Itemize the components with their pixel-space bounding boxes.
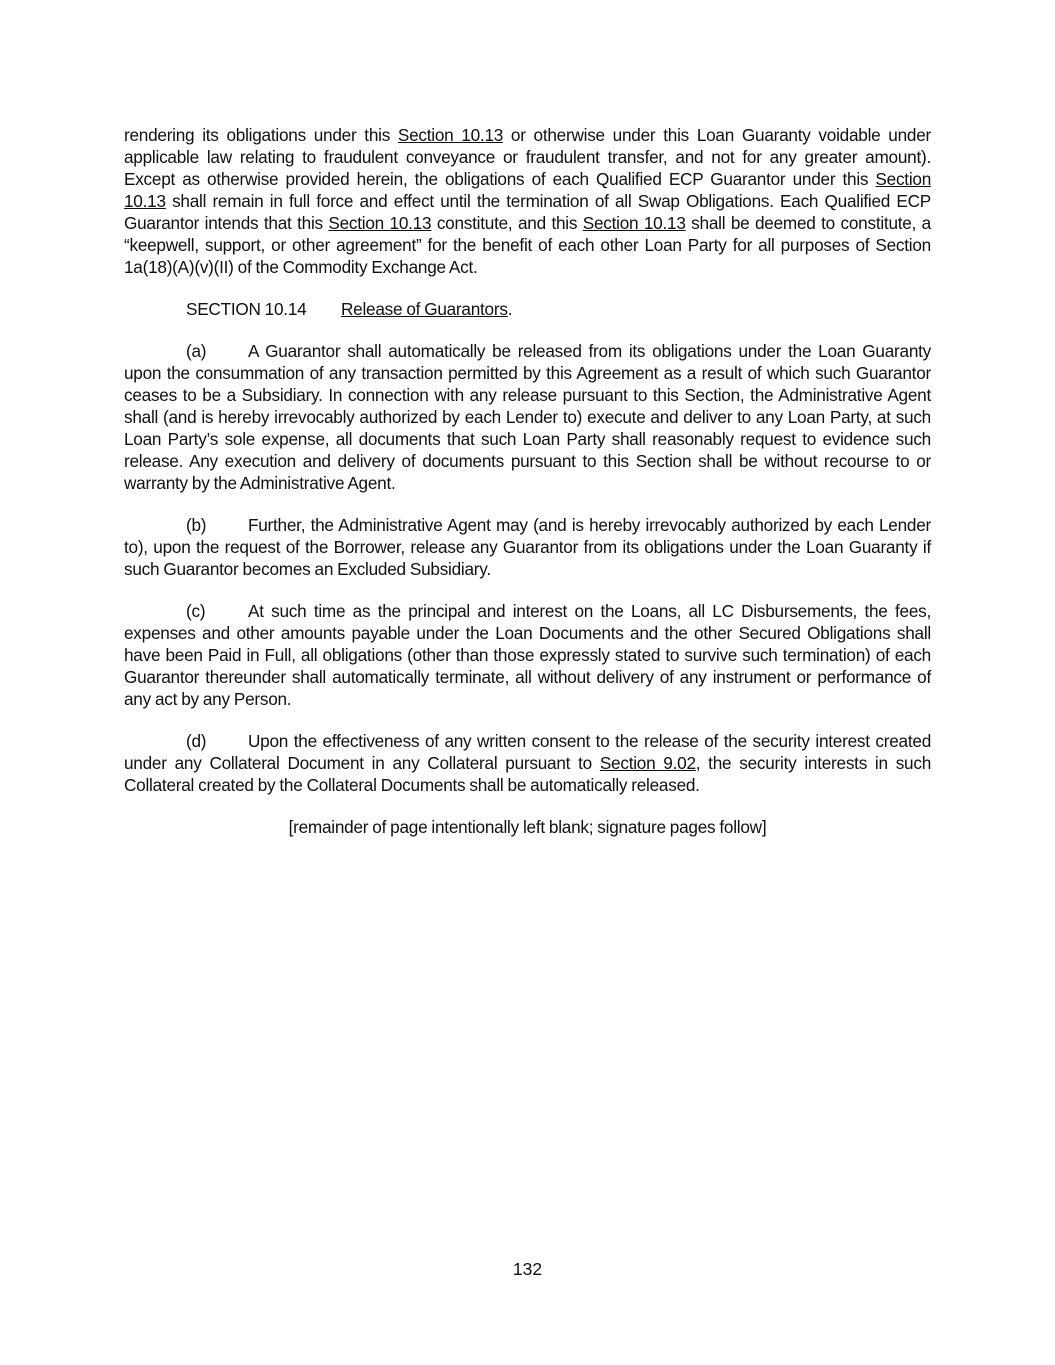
intro-text-5: shall be deemed to constitute, a “keepwell, support, or other agreement” for the benefit of each other Loan Party for all purposes of Section 1a(18)(A)(v)(II) of the Commodity Exchange Act. [124, 213, 931, 277]
section-heading [124, 298, 931, 320]
section-ref-10-13-a: Section 10.13 [397, 125, 504, 145]
section-title-period: . [507, 299, 513, 319]
subsection-a [124, 340, 931, 494]
intro-text-2: or otherwise under this Loan Guaranty voidable under applicable law relating to fraudulent conveyance or fraudulent transfer, and not for any greater amount). Except as otherwise provided herein, the obligations of each Qualified ECP Guarantor under this [124, 125, 931, 189]
subsection-d-text-1: Upon the effectiveness of any written consent to the release of the security interest created under any Collateral Document in any Collateral pursuant to [124, 731, 931, 773]
subsection-a-text: A Guarantor shall automatically be released from its obligations under the Loan Guaranty upon the consummation of any transaction permitted by this Agreement as a result of which such Guarantor ceases to be a Subsidiary. In connection with any release pursuant to this Section, the Administrative Agent shall (and is hereby irrevocably authorized by each Lender to) execute and deliver to any Loan Party, at such Loan Party’s sole expense, all documents that such Loan Party shall reasonably request to evidence such release. Any execution and delivery of documents pursuant to this Section shall be without recourse to or warranty by the Administrative Agent. [124, 341, 931, 493]
subsection-c-text: At such time as the principal and interest on the Loans, all LC Disbursements, the fees, expenses and other amounts payable under the Loan Documents and the other Secured Obligations shall have been Paid in Full, all obligations (other than those expressly stated to survive such termination) of each Guarantor thereunder shall automatically terminate, all without delivery of any instrument or performance of any act by any Person. [124, 601, 931, 709]
subsection-a-label: (a) [186, 341, 207, 361]
section-ref-10-13-c: Section 10.13 [328, 213, 432, 233]
intro-paragraph [124, 124, 931, 278]
section-ref-9-02: Section 9.02 [599, 753, 696, 773]
subsection-c-label: (c) [186, 601, 206, 621]
subsection-d-text-2: , the security interests in such Collateral created by the Collateral Documents shall be automatically released. [124, 753, 932, 795]
intro-text-3: shall remain in full force and effect until the termination of all Swap Obligations. Each Qualified ECP Guarantor intends that this [124, 191, 931, 233]
intro-text-4: constitute, and this [431, 213, 583, 233]
section-ref-10-13-b: Section 10.13 [124, 169, 931, 211]
section-number: SECTION 10.14 [186, 299, 307, 319]
subsection-c [124, 600, 931, 710]
closing-note: [remainder of page intentionally left blank; signature pages follow] [288, 817, 767, 837]
subsection-d [124, 730, 931, 796]
subsection-d-label: (d) [186, 731, 207, 751]
subsection-b [124, 514, 931, 580]
subsection-b-text: Further, the Administrative Agent may (and is hereby irrevocably authorized by each Lender to), upon the request of the Borrower, release any Guarantor from its obligations under the Loan Guaranty if such Guarantor becomes an Excluded Subsidiary. [124, 515, 931, 579]
subsection-b-label: (b) [186, 515, 207, 535]
intro-text-1: rendering its obligations under this [124, 125, 398, 145]
section-ref-10-13-d: Section 10.13 [582, 213, 686, 233]
section-title: Release of Guarantors [341, 299, 508, 319]
page-number: 132 [512, 1259, 543, 1279]
document-page [124, 124, 931, 838]
